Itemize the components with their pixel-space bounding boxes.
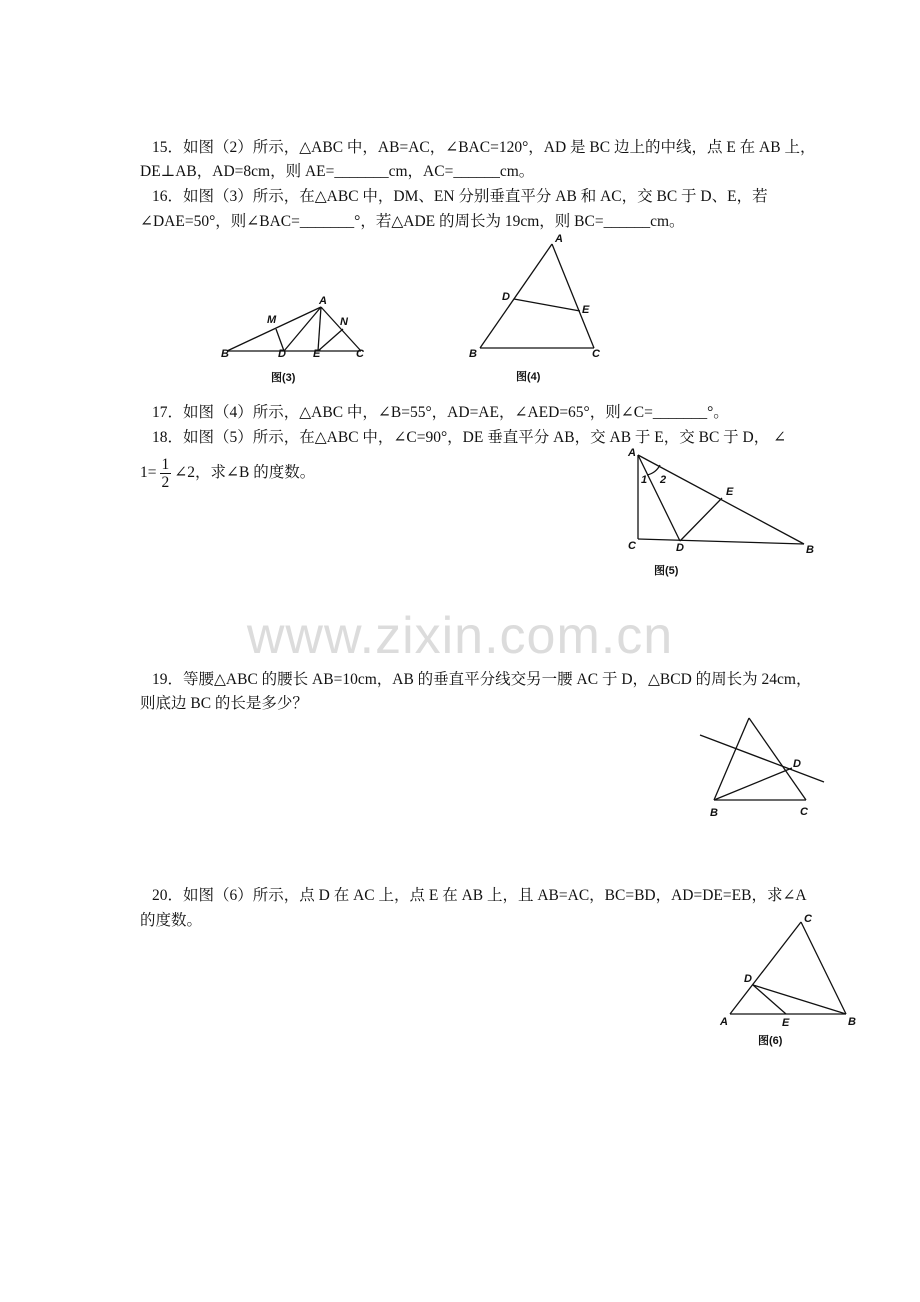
fig3-label-b: B	[221, 348, 229, 360]
fig4-label-d: D	[502, 291, 510, 303]
q15-line1: 15．如图（2）所示，△ABC 中，AB=AC，∠BAC=120°，AD 是 BC 边上的中线，点 E 在 AB 上，	[152, 139, 816, 156]
q20-line2: 的度数。	[140, 912, 203, 929]
q19-line2: 则底边 BC 的长是多少？	[140, 695, 308, 712]
fig3-label-e: E	[313, 348, 321, 360]
fig19-label-c: C	[800, 806, 808, 818]
fig5-label-e: E	[726, 486, 734, 498]
q16-line2: ∠DAE=50°，则∠BAC=_______°，若△ADE 的周长为 19cm，则 BC=______cm。	[140, 213, 685, 230]
figure-5	[618, 443, 828, 583]
fig5-caption: 图(5)	[654, 565, 679, 577]
figure-3-diagram	[215, 296, 385, 391]
fig3-label-d: D	[278, 348, 286, 360]
q17-line1: 17．如图（4）所示，△ABC 中，∠B=55°，AD=AE，∠AED=65°，则∠C=_______°。	[152, 404, 729, 421]
fig3-caption: 图(3)	[271, 372, 296, 384]
q15-line2: DE⊥AB，AD=8cm，则 AE=_______cm，AC=______cm。	[140, 163, 535, 180]
fig5-label-c: C	[628, 540, 636, 552]
fig4-label-e: E	[582, 304, 590, 316]
figure-4	[466, 232, 616, 387]
fig6-caption: 图(6)	[758, 1035, 783, 1047]
q16-line1: 16．如图（3）所示，在△ABC 中，DM、EN 分别垂直平分 AB 和 AC，交 BC 于 D、E，若	[152, 188, 768, 205]
fig3-label-a: A	[319, 295, 327, 307]
figure-6-diagram	[716, 910, 866, 1050]
fig6-label-e: E	[782, 1017, 790, 1029]
fig6-label-c: C	[804, 913, 812, 925]
fig5-label-b: B	[806, 544, 814, 556]
q18-fraction-denominator: 2	[161, 474, 170, 491]
figure-q19	[696, 716, 836, 826]
fig19-label-b: B	[710, 807, 718, 819]
fig5-label-d: D	[676, 542, 684, 554]
q18-fraction	[160, 456, 172, 491]
fig4-label-b: B	[469, 348, 477, 360]
fig6-label-d: D	[744, 973, 752, 985]
watermark: www.zixin.com.cn	[246, 607, 674, 665]
fig4-label-a: A	[555, 233, 563, 245]
q18-line1: 18．如图（5）所示，在△ABC 中，∠C=90°，DE 垂直平分 AB，交 AB 于 E，交 BC 于 D， ∠	[152, 429, 787, 446]
fig5-label-a: A	[628, 447, 636, 459]
q20-line1: 20．如图（6）所示，点 D 在 AC 上，点 E 在 AB 上，且 AB=AC，BC=BD，AD=DE=EB，求∠A	[152, 887, 807, 904]
figure-4-diagram	[466, 232, 616, 387]
fig6-label-b: B	[848, 1016, 856, 1028]
fig3-label-m: M	[267, 314, 277, 326]
q18-fraction-numerator: 1	[161, 456, 170, 473]
figure-5-diagram	[618, 443, 828, 583]
figure-3	[215, 296, 385, 391]
figure-6	[716, 910, 866, 1050]
fig5-label-2: 2	[660, 474, 667, 486]
fig3-label-c: C	[356, 348, 364, 360]
q18-line2	[140, 456, 315, 491]
fig3-label-n: N	[340, 316, 348, 328]
fig4-label-c: C	[592, 348, 600, 360]
q18-prefix: 1=	[140, 464, 157, 482]
fig5-label-1: 1	[641, 474, 648, 486]
figure-q19-diagram	[696, 716, 836, 826]
q18-suffix: ∠2，求∠B 的度数。	[174, 464, 316, 482]
fig4-caption: 图(4)	[516, 371, 541, 383]
fig19-label-d: D	[793, 758, 801, 770]
fig6-label-a: A	[720, 1016, 728, 1028]
q19-line1: 19．等腰△ABC 的腰长 AB=10cm，AB 的垂直平分线交另一腰 AC 于 D，△BCD 的周长为 24cm，	[152, 671, 812, 688]
